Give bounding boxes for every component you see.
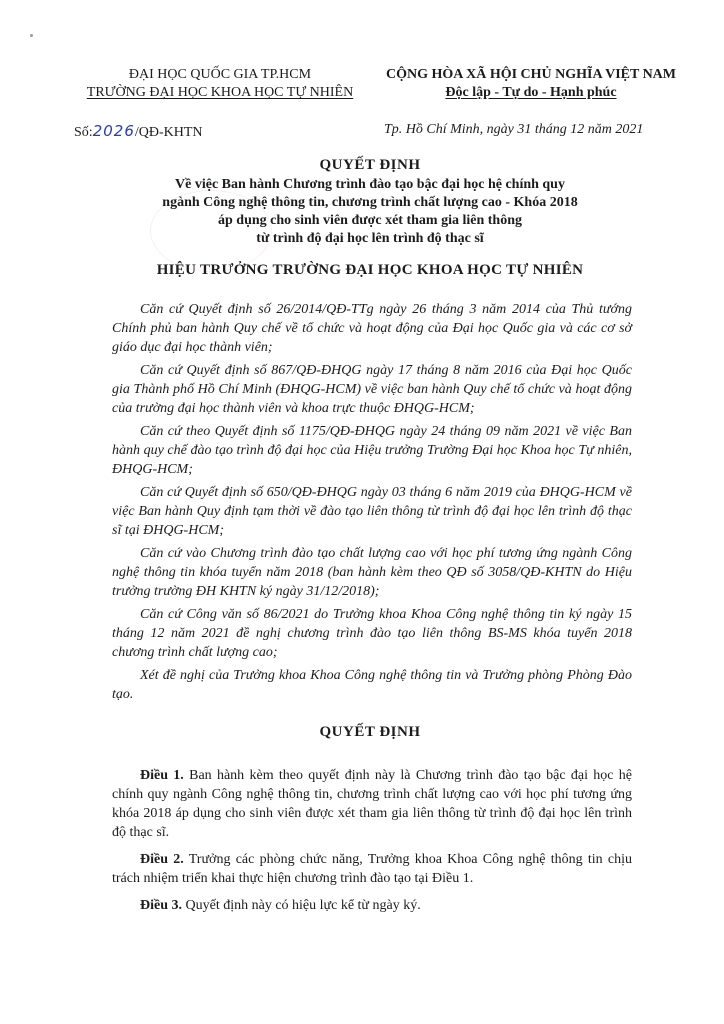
scan-speck: [30, 34, 33, 37]
document-number: [74, 122, 203, 141]
national-motto: Độc lập - Tự do - Hạnh phúc: [445, 85, 617, 100]
title-line: từ trình độ đại học lên trình độ thạc sĩ: [256, 231, 484, 246]
basis-paragraph: Căn cứ vào Chương trình đào tạo chất lượng cao với học phí tương ứng ngành Công nghệ thông tin khóa tuyển năm 2018 (ban hành kèm theo QĐ số 3058/QĐ-KHTN do Hiệu trưởng trường ĐH KHTN ký ngày 31/12/2018);: [112, 546, 632, 599]
article-label: Điều 2.: [140, 852, 184, 867]
issuing-organization: [70, 66, 370, 102]
legal-bases: [112, 300, 632, 708]
article-text: Ban hành kèm theo quyết định này là Chương trình đào tạo bậc đại học hệ chính quy ngành Công nghệ thông tin, chương trình chất lượng cao với học phí tương ứng khóa 2018 áp dụng cho sinh viên được xét tham gia liên thông từ trình độ đại học lên trình độ thạc sĩ.: [112, 768, 632, 840]
doc-number-prefix: Số:: [74, 125, 93, 140]
decision-section-heading: QUYẾT ĐỊNH: [319, 724, 421, 740]
national-header: [372, 66, 690, 102]
org-line-2: TRƯỜNG ĐẠI HỌC KHOA HỌC TỰ NHIÊN: [86, 85, 354, 100]
article-label: Điều 3.: [140, 898, 182, 913]
basis-paragraph: Căn cứ theo Quyết định số 1175/QĐ-ĐHQG ngày 24 tháng 09 năm 2021 về việc Ban hành quy chế đào tạo trình độ đại học của Hiệu trưởng Trường Đại học Khoa học Tự nhiên, ĐHQG-HCM;: [112, 424, 632, 477]
title-line: ngành Công nghệ thông tin, chương trình chất lượng cao - Khóa 2018: [162, 195, 578, 210]
basis-paragraph: Căn cứ Quyết định số 26/2014/QĐ-TTg ngày 26 tháng 3 năm 2014 của Thủ tướng Chính phủ ban hành Quy chế về tổ chức và hoạt động của Đại học Quốc gia và các cơ sở giáo dục đại học thành viên;: [112, 302, 632, 355]
decision-heading: QUYẾT ĐỊNH: [319, 157, 421, 173]
article-label: Điều 1.: [140, 768, 184, 783]
title-line: áp dụng cho sinh viên được xét tham gia liên thông: [218, 213, 522, 228]
title-line: Về việc Ban hành Chương trình đào tạo bậc đại học hệ chính quy: [175, 177, 565, 192]
country-name: CỘNG HÒA XÃ HỘI CHỦ NGHĨA VIỆT NAM: [385, 67, 676, 82]
basis-paragraph: Xét đề nghị của Trưởng khoa Khoa Công nghệ thông tin và Trưởng phòng Phòng Đào tạo.: [112, 668, 632, 702]
article-3: [112, 896, 632, 915]
place-date: Tp. Hồ Chí Minh, ngày 31 tháng 12 năm 2021: [384, 122, 644, 137]
articles: [112, 766, 632, 923]
doc-number-suffix: /QĐ-KHTN: [134, 125, 203, 140]
org-line-1: ĐẠI HỌC QUỐC GIA TP.HCM: [128, 67, 312, 82]
decision-title: [100, 156, 640, 248]
article-1: [112, 766, 632, 842]
authority-heading: HIỆU TRƯỞNG TRƯỜNG ĐẠI HỌC KHOA HỌC TỰ NHIÊN: [156, 262, 584, 278]
basis-paragraph: Căn cứ Công văn số 86/2021 do Trưởng khoa Khoa Công nghệ thông tin ký ngày 15 tháng 12 năm 2021 đề nghị chương trình đào tạo liên thông BS-MS khóa tuyển 2018 chương trình chất lượng cao;: [112, 607, 632, 660]
basis-paragraph: Căn cứ Quyết định số 650/QĐ-ĐHQG ngày 03 tháng 6 năm 2019 của ĐHQG-HCM về việc Ban hành Quy định tạm thời về đào tạo liên thông từ trình độ đại học lên trình độ thạc sĩ tại ĐHQG-HCM;: [112, 485, 632, 538]
article-2: [112, 850, 632, 888]
doc-number-handwritten: 2026: [92, 122, 135, 140]
article-text: Trưởng các phòng chức năng, Trưởng khoa Khoa Công nghệ thông tin chịu trách nhiệm triển khai thực hiện chương trình đào tạo tại Điều 1.: [112, 852, 633, 886]
basis-paragraph: Căn cứ Quyết định số 867/QĐ-ĐHQG ngày 17 tháng 8 năm 2016 của Đại học Quốc gia Thành phố Hồ Chí Minh (ĐHQG-HCM) về việc ban hành Quy chế tổ chức và hoạt động của trường đại học thành viên và khoa trực thuộc ĐHQG-HCM;: [112, 363, 632, 416]
article-text: Quyết định này có hiệu lực kể từ ngày ký.: [182, 898, 421, 913]
